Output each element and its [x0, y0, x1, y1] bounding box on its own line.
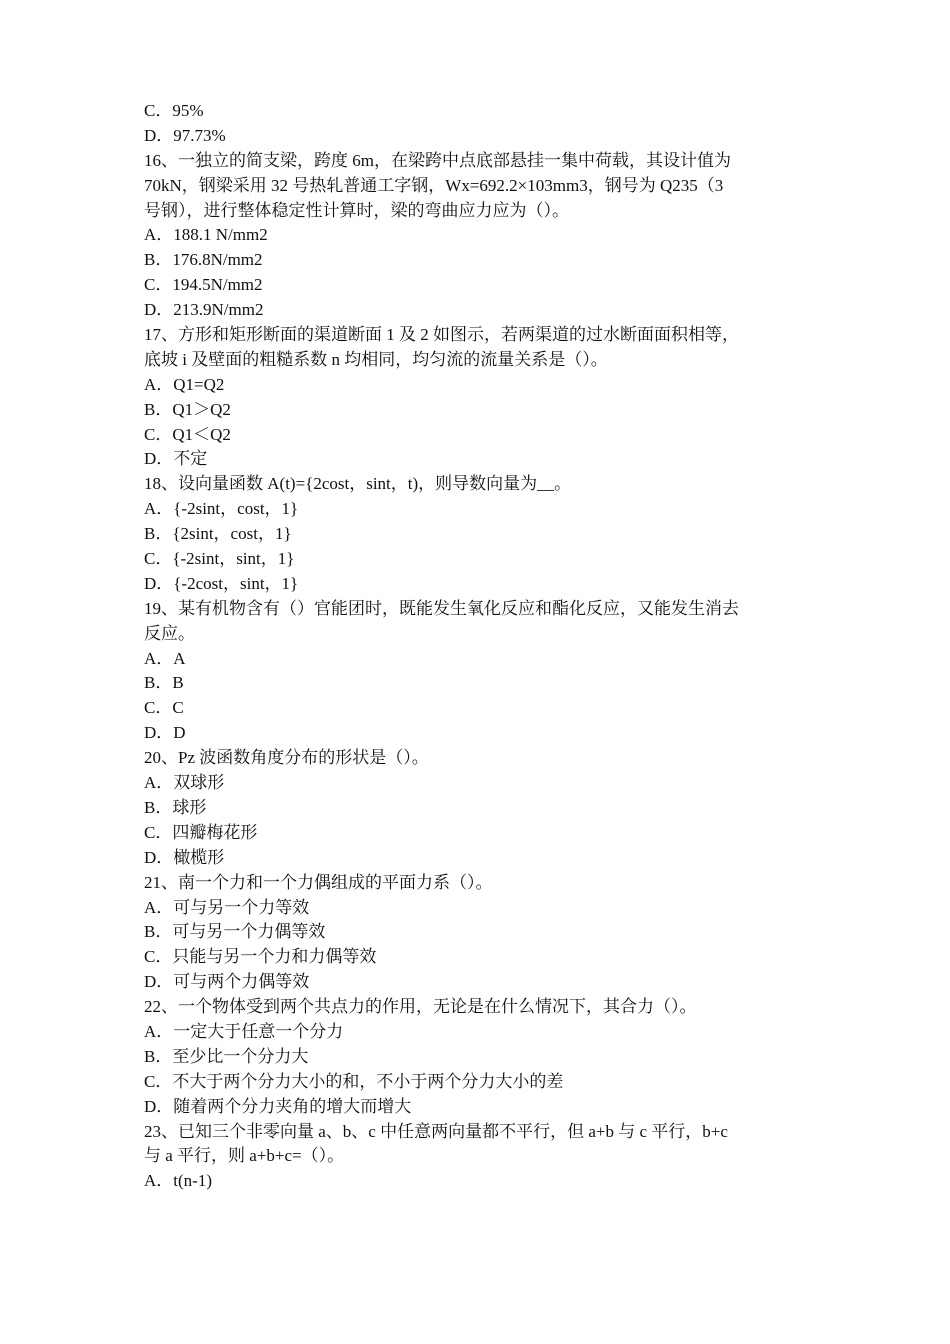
text-line: 22、一个物体受到两个共点力的作用，无论是在什么情况下，其合力（）。: [144, 997, 697, 1017]
text-line: B．{2sint，cost，1}: [144, 524, 292, 544]
text-line: D．不定: [144, 449, 208, 469]
text-line: 底坡 i 及壁面的粗糙系数 n 均相同，均匀流的流量关系是（）。: [144, 349, 608, 369]
text-line: B．B: [144, 673, 184, 693]
text-line: C．四瓣梅花形: [144, 822, 258, 842]
text-line: C．{-2sint，sint，1}: [144, 549, 295, 569]
text-line: A．{-2sint，cost，1}: [144, 499, 299, 519]
text-line: D．{-2cost，sint，1}: [144, 573, 299, 593]
text-line: 16、一独立的简支梁，跨度 6m，在梁跨中点底部悬挂一集中荷载，其设计值为: [144, 150, 731, 170]
text-line: 20、Pz 波函数角度分布的形状是（）。: [144, 748, 429, 768]
text-line: C．95%: [144, 101, 204, 120]
text-line: 号钢），进行整体稳定性计算时，梁的弯曲应力应为（）。: [144, 200, 569, 220]
text-line: D．可与两个力偶等效: [144, 972, 310, 992]
text-line: D．213.9N/mm2: [144, 300, 264, 320]
text-line: 70kN，钢梁采用 32 号热轧普通工字钢，Wx=692.2×103mm3，钢号为 Q235（3: [144, 175, 724, 195]
text-line: C．Q1＜Q2: [144, 424, 231, 444]
text-line: C．只能与另一个力和力偶等效: [144, 947, 377, 967]
text-line: D．橄榄形: [144, 847, 225, 867]
text-line: 18、设向量函数 A(t)={2cost，sint，t)，则导数向量为__。: [144, 474, 572, 494]
text-line: 反应。: [144, 623, 195, 643]
text-line: B．球形: [144, 797, 207, 817]
text-line: A．188.1 N/mm2: [144, 225, 268, 245]
text-line: C．不大于两个分力大小的和，不小于两个分力大小的差: [144, 1071, 564, 1091]
text-line: 21、南一个力和一个力偶组成的平面力系（）。: [144, 872, 493, 892]
text-line: D．D: [144, 723, 186, 743]
text-line: D．随着两个分力夹角的增大而增大: [144, 1096, 412, 1116]
text-line: A．t(n-1): [144, 1171, 212, 1191]
text-line: C．C: [144, 698, 184, 718]
text-line: B．176.8N/mm2: [144, 250, 263, 270]
text-line: C．194.5N/mm2: [144, 275, 263, 295]
text-line: 17、方形和矩形断面的渠道断面 1 及 2 如图示，若两渠道的过水断面面积相等，: [144, 325, 739, 345]
text-line: B．Q1＞Q2: [144, 399, 231, 419]
text-line: A．Q1=Q2: [144, 374, 225, 394]
text-line: D．97.73%: [144, 125, 226, 145]
text-line: A．A: [144, 648, 186, 668]
text-line: 与 a 平行，则 a+b+c=（）。: [144, 1146, 345, 1166]
text-line: A．双球形: [144, 773, 225, 793]
text-line: 19、某有机物含有（）官能团时，既能发生氧化反应和酯化反应，又能发生消去: [144, 598, 739, 618]
text-line: A．一定大于任意一个分力: [144, 1021, 344, 1041]
text-line: B．可与另一个力偶等效: [144, 922, 326, 942]
text-line: 23、已知三个非零向量 a、b、c 中任意两向量都不平行，但 a+b 与 c 平行，b+c: [144, 1121, 728, 1141]
text-line: A．可与另一个力等效: [144, 897, 310, 917]
text-line: B．至少比一个分力大: [144, 1046, 309, 1066]
document-page: [144, 99, 816, 1194]
